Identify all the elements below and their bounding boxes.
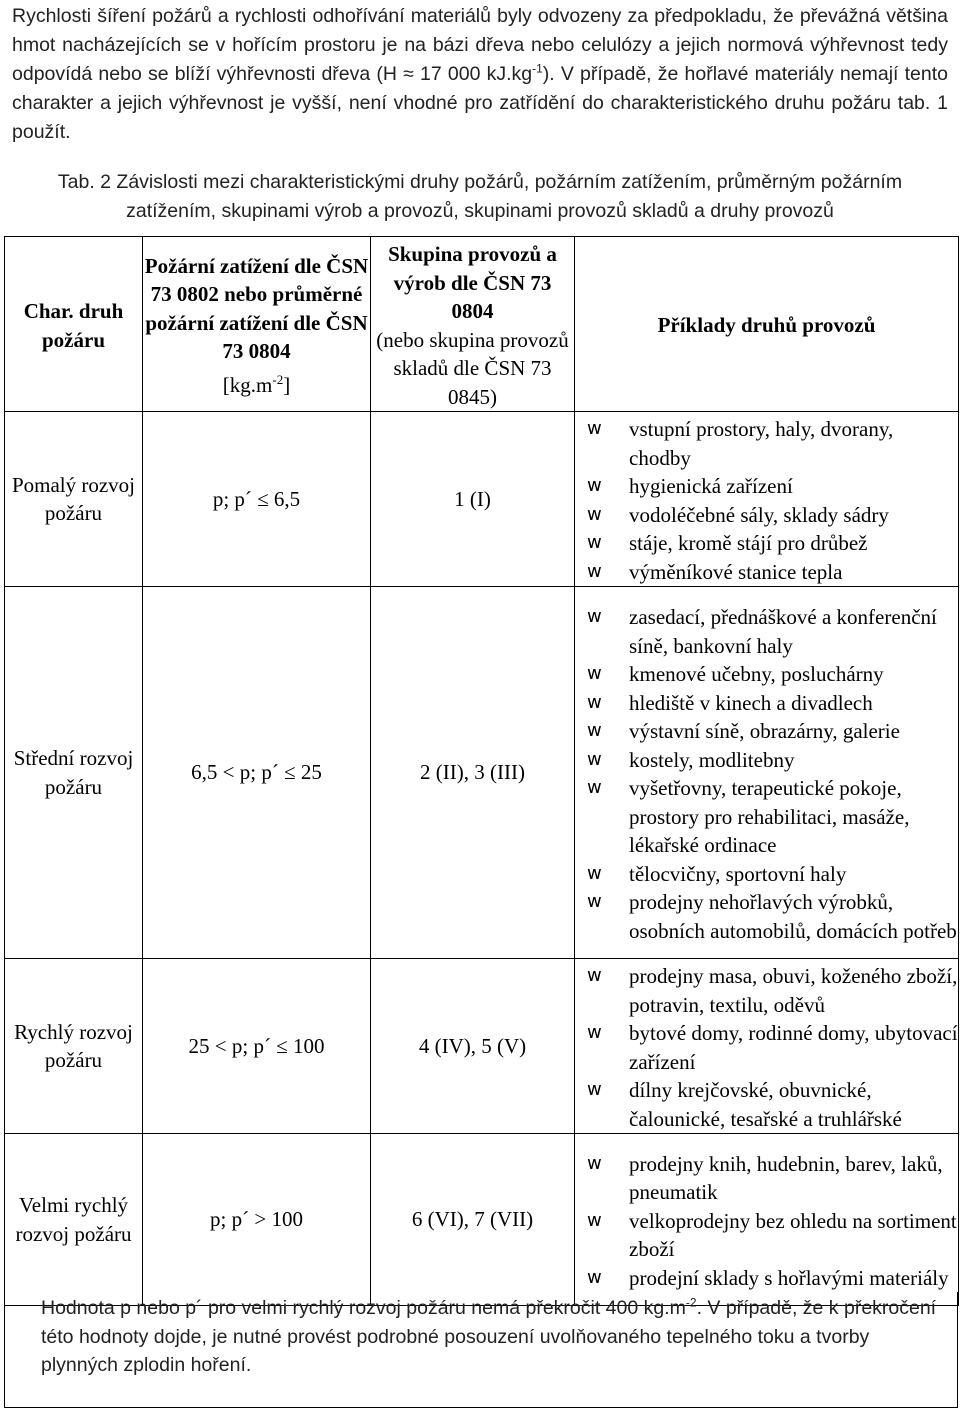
- intro-superscript: -1: [532, 61, 543, 76]
- examples-cell: [575, 587, 959, 959]
- list-item: w vyšetřovny, terapeutické pokoje, prostory pro rehabilitaci, masáže, lékařské ordinace: [587, 776, 910, 857]
- bullet-icon: w: [587, 475, 602, 496]
- fire-load-cell: 6,5 < p; p´ ≤ 25: [143, 587, 371, 959]
- examples-list: [575, 1147, 958, 1293]
- table-row: [5, 959, 959, 1134]
- footnote-text: Hodnota p nebo p´ pro velmi rychlý rozvoj požáru nemá překročit 400 $kg.m^{-2}$. V případě, že k překročení této hodnoty dojde, je nutné provést podrobné posouzení uvolňovaného tepelného toku a tvorby plynných zplodin hoření.: [41, 1295, 937, 1376]
- list-item: w tělocvičny, sportovní haly: [583, 860, 958, 889]
- fire-type-cell: Střední rozvoj požáru: [5, 587, 143, 959]
- bullet-icon: w: [587, 748, 602, 770]
- list-item: w kostely, modlitebny: [583, 746, 958, 775]
- bullet-icon: w: [587, 862, 602, 884]
- list-item: w velkoprodejny bez ohledu na sortiment zboží: [587, 1208, 957, 1262]
- fire-load-cell: p; p´ ≤ 6,5: [143, 412, 371, 587]
- list-item: w hygienická zařízení: [583, 472, 958, 501]
- intro-paragraph: [12, 2, 948, 147]
- bullet-icon: w: [587, 891, 602, 912]
- header-examples: Příklady druhů provozů: [575, 237, 959, 412]
- examples-list: [575, 959, 958, 1133]
- bullet-icon: w: [587, 720, 602, 741]
- list-item: w vodoléčebné sály, sklady sádry: [583, 501, 958, 530]
- fire-load-cell: p; p´ > 100: [143, 1134, 371, 1306]
- header-operation-group: Skupina provozů a výrob dle ČSN 73 0804 (nebo skupina provozů skladů dle ČSN 73 0845): [371, 237, 575, 412]
- fire-type-cell: Velmi rychlý rozvoj požáru: [5, 1134, 143, 1306]
- table-header-row: [5, 237, 959, 412]
- bullet-icon: w: [587, 532, 602, 553]
- list-item: w prodejny masa, obuvi, koženého zboží, potravin, textilu, oděvů: [587, 964, 958, 1017]
- list-item: w hlediště v kinech a divadlech: [583, 689, 958, 718]
- intro-text-continued: ). V případě, že hořlavé materiály nemají tento charakter a jejich výhřevnost je vyšší, není vhodné pro zatřídění do charakteristického druhu požáru tab. 1 použít.: [12, 63, 949, 143]
- examples-list: [575, 412, 958, 586]
- footnote-superscript: -2: [685, 1295, 697, 1310]
- header-fire-type: Char. druh požáru: [5, 237, 143, 412]
- list-item: w dílny krejčovské, obuvnické, čalounické, tesařské a truhlářské: [587, 1078, 902, 1131]
- list-item: w vstupní prostory, haly, dvorany, chodby: [587, 417, 894, 470]
- list-item: w výstavní síně, obrazárny, galerie: [583, 717, 958, 746]
- table-caption: Tab. 2 Závislosti mezi charakteristickými druhy požárů, požárním zatížením, průměrným požárním zatížením, skupinami výrob a provozů, skupinami provozů skladů a druhy provozů: [57, 171, 903, 222]
- table-row: [5, 412, 959, 587]
- list-item: w prodejny nehořlavých výrobků, osobních automobilů, domácích potřeb: [587, 890, 957, 943]
- bullet-icon: w: [587, 777, 602, 798]
- list-item: w bytové domy, rodinné domy, ubytovací zařízení: [587, 1021, 958, 1074]
- table-footnote: [4, 1292, 958, 1408]
- bullet-icon: w: [587, 606, 602, 627]
- table-row: [5, 587, 959, 959]
- fire-load-cell: 25 < p; p´ ≤ 100: [143, 959, 371, 1134]
- list-item: w stáje, kromě stájí pro drůbež: [583, 529, 958, 558]
- header-fire-load: Požární zatížení dle ČSN 73 0802 nebo průměrné požární zatížení dle ČSN 73 0804 $[kg.m^{-2}]$: [143, 237, 371, 412]
- bullet-icon: w: [587, 1022, 602, 1043]
- group-cell: 1 (I): [371, 412, 575, 587]
- table-row: [5, 1134, 959, 1306]
- group-cell: 4 (IV), 5 (V): [371, 959, 575, 1134]
- bullet-icon: w: [587, 1266, 602, 1288]
- fire-type-cell: Pomalý rozvoj požáru: [5, 412, 143, 587]
- fire-type-cell: Rychlý rozvoj požáru: [5, 959, 143, 1134]
- bullet-icon: w: [587, 1152, 602, 1174]
- bullet-icon: w: [587, 965, 602, 986]
- bullet-icon: w: [587, 1079, 602, 1100]
- examples-cell: [575, 1134, 959, 1306]
- group-cell: 2 (II), 3 (III): [371, 587, 575, 959]
- bullet-icon: w: [587, 1209, 602, 1231]
- group-cell: 6 (VI), 7 (VII): [371, 1134, 575, 1306]
- examples-cell: [575, 412, 959, 587]
- bullet-icon: w: [587, 418, 602, 439]
- examples-list: [575, 600, 958, 945]
- bullet-icon: w: [587, 560, 602, 582]
- list-item: w prodejny knih, hudebnin, barev, laků, pneumatik: [587, 1151, 943, 1205]
- list-item: w zasedací, přednáškové a konferenční síně, bankovní haly: [587, 605, 937, 658]
- examples-cell: [575, 959, 959, 1134]
- list-item: w prodejní sklady s hořlavými materiály: [583, 1264, 958, 1293]
- bullet-icon: w: [587, 503, 602, 525]
- intro-text: Rychlosti šíření požárů a rychlosti odhořívání materiálů byly odvozeny za předpokladu, že převážná většina hmot nacházejících se v hořícím prostoru je na bázi dřeva nebo celulózy a jejich normová výhřevnost tedy odpovídá nebo se blíží výhřevnosti dřeva (H ≈ 17 000 kJ.kg: [12, 5, 948, 85]
- bullet-icon: w: [587, 663, 602, 684]
- list-item: w výměníkové stanice tepla: [583, 558, 958, 587]
- bullet-icon: w: [587, 691, 602, 713]
- fire-classification-table: [4, 236, 959, 1306]
- list-item: w kmenové učebny, posluchárny: [583, 660, 958, 689]
